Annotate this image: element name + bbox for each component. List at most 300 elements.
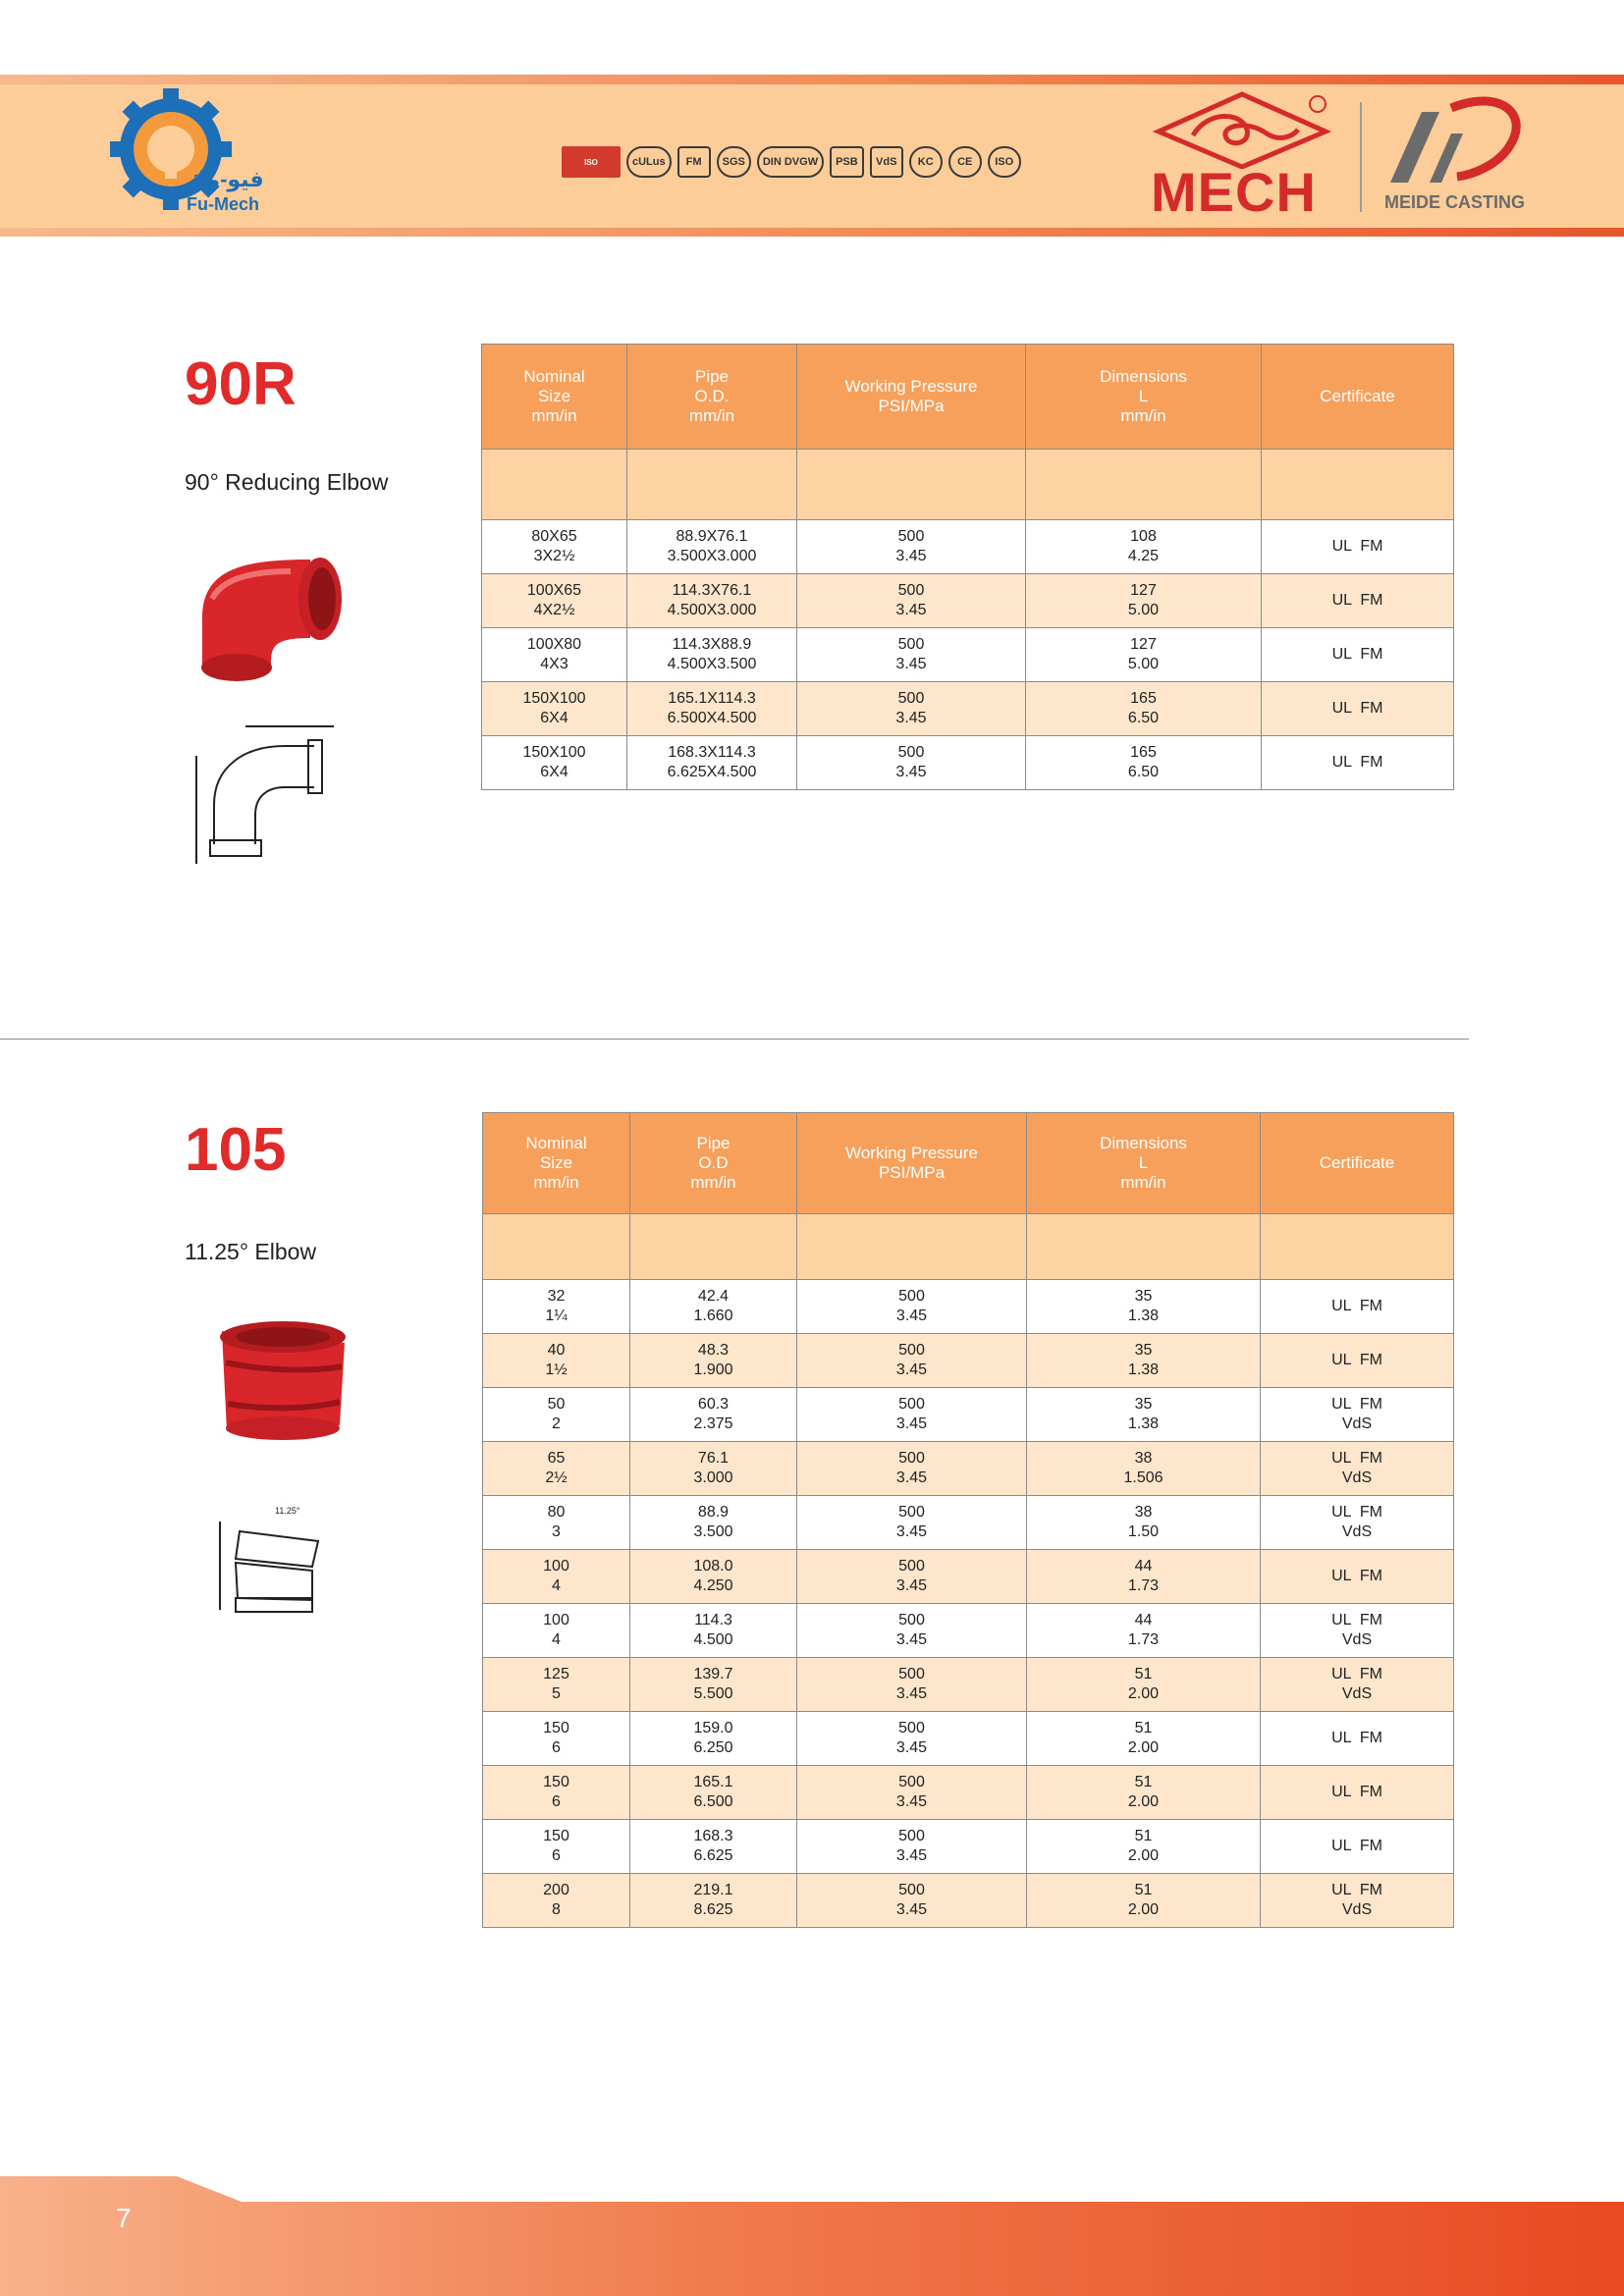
cell-line: 1.900 [693, 1362, 733, 1378]
cell-line: 500 [898, 1882, 925, 1898]
table-cell [482, 682, 627, 736]
cell-line: UL FM [1331, 646, 1383, 663]
blank-cell [797, 1214, 1027, 1280]
table-cell [1026, 682, 1262, 736]
cell-line: 114.3 [694, 1612, 732, 1629]
cell-line: 219.1 [693, 1882, 733, 1898]
cell-line: 8.625 [693, 1901, 733, 1918]
table-cell [797, 1604, 1027, 1658]
table-row [483, 1766, 1454, 1820]
table-cell [1261, 1334, 1454, 1388]
table-row [482, 682, 1454, 736]
table-cell [797, 1334, 1027, 1388]
cell-line: UL FM [1331, 592, 1383, 609]
table-cell [1261, 1388, 1454, 1442]
product-code-105: 105 [185, 1116, 287, 1184]
cell-line: 4.500 [693, 1631, 733, 1648]
cell-line: 1.38 [1127, 1308, 1160, 1324]
table-cell [630, 1604, 797, 1658]
cell-line: 4.500X3.000 [667, 602, 757, 618]
cell-line: 3.45 [895, 1308, 928, 1324]
reducing-elbow-photo [173, 530, 379, 687]
table-cell [797, 1766, 1027, 1820]
cell-line: 127 [1130, 636, 1157, 653]
cell-line: 500 [898, 1558, 925, 1575]
table-cell [1261, 1712, 1454, 1766]
table-row [483, 1280, 1454, 1334]
cell-line: 4X2½ [533, 602, 575, 618]
table-row [482, 574, 1454, 628]
cell-line: UL FM [1331, 1612, 1382, 1629]
cell-line: 100 [543, 1612, 569, 1629]
table-row [483, 1442, 1454, 1496]
cell-line: 80 [547, 1504, 566, 1521]
cell-line: 500 [897, 528, 925, 545]
table-row [482, 520, 1454, 574]
table-cell [797, 1442, 1027, 1496]
cell-line: 500 [898, 1720, 925, 1736]
cell-line: 3.45 [895, 602, 927, 618]
cell-line: 60.3 [697, 1396, 730, 1413]
cell-line: 150 [543, 1828, 569, 1844]
cell-line: 2.375 [693, 1415, 733, 1432]
table-cell [1027, 1334, 1261, 1388]
cert-logo-6: PSB [830, 146, 864, 178]
table-cell [1027, 1712, 1261, 1766]
cell-line: 2.00 [1127, 1793, 1160, 1810]
table-cell [483, 1496, 630, 1550]
spec-table-105 [482, 1112, 1454, 1928]
cell-line: 3.000 [693, 1469, 733, 1486]
cell-line: 100X65 [526, 582, 582, 599]
table-cell [483, 1334, 630, 1388]
table-row [483, 1550, 1454, 1604]
table-cell [630, 1334, 797, 1388]
table-cell [1027, 1604, 1261, 1658]
table-cell [1261, 1496, 1454, 1550]
table-body-105 [483, 1214, 1454, 1928]
cell-line: 3.45 [895, 1739, 928, 1756]
cell-line: 200 [543, 1882, 569, 1898]
cell-line: 6.50 [1127, 764, 1160, 780]
table-cell [1261, 1280, 1454, 1334]
table-cell [1261, 1442, 1454, 1496]
cell-line: 35 [1134, 1396, 1153, 1413]
meide-emblem-icon [1382, 94, 1530, 188]
cell-line: 3.45 [895, 548, 927, 564]
blank-cell [1026, 450, 1262, 520]
cell-line: UL FM [1331, 1666, 1382, 1682]
table-cell [1027, 1280, 1261, 1334]
cell-line: 32 [547, 1288, 566, 1305]
blank-cell [630, 1214, 797, 1280]
table-cell [627, 574, 797, 628]
cell-line: UL FM [1331, 1504, 1382, 1521]
table-cell [1262, 520, 1454, 574]
cell-line: 3.45 [895, 1469, 928, 1486]
cell-line: 6X4 [540, 764, 568, 780]
cell-line: 51 [1134, 1720, 1153, 1736]
cell-line: 159.0 [693, 1720, 733, 1736]
table-cell [1027, 1496, 1261, 1550]
footer-band [0, 2174, 1624, 2296]
cell-line: 150 [543, 1720, 569, 1736]
cell-line: 76.1 [697, 1450, 730, 1467]
table-cell [797, 1550, 1027, 1604]
table-cell [1262, 628, 1454, 682]
cell-line: 1.506 [1123, 1469, 1164, 1486]
table-cell [630, 1766, 797, 1820]
cell-line: 3.45 [895, 710, 927, 726]
cell-line: 500 [897, 690, 925, 707]
cell-line: 35 [1134, 1288, 1153, 1305]
table-cell [483, 1658, 630, 1712]
cell-line: VdS [1341, 1631, 1373, 1648]
table-cell [1261, 1550, 1454, 1604]
cell-line: VdS [1341, 1523, 1373, 1540]
cell-line: 3.45 [895, 1362, 928, 1378]
table-row [483, 1712, 1454, 1766]
mech-wordmark: MECH [1151, 161, 1317, 223]
table-row [483, 1874, 1454, 1928]
table-cell [630, 1820, 797, 1874]
table-cell [1262, 682, 1454, 736]
cell-line: 3.45 [895, 764, 927, 780]
cert-logo-2: cULus [626, 146, 672, 178]
cell-line: 500 [897, 744, 925, 761]
header-top-stripe [0, 75, 1624, 84]
cell-line: 4.500X3.500 [667, 656, 757, 672]
cell-line: 2 [552, 1415, 561, 1432]
cert-logo-7: VdS [870, 146, 903, 178]
table-cell [630, 1658, 797, 1712]
table-subheader-blank-row [483, 1214, 1454, 1280]
table-cell [1261, 1874, 1454, 1928]
table-cell [1026, 574, 1262, 628]
table-cell [797, 1388, 1027, 1442]
table-cell [1026, 520, 1262, 574]
cell-line: 38 [1134, 1504, 1153, 1521]
cell-line: VdS [1341, 1469, 1373, 1486]
cell-line: UL FM [1331, 1568, 1382, 1584]
drawing-angle-label: 11.25° [275, 1506, 300, 1516]
cell-line: 165.1X114.3 [668, 690, 756, 707]
table-row [483, 1334, 1454, 1388]
cell-line: 5.00 [1127, 602, 1160, 618]
cell-line: UL FM [1331, 1450, 1382, 1467]
cell-line: 500 [898, 1504, 925, 1521]
table-cell [1261, 1658, 1454, 1712]
table-cell [797, 574, 1026, 628]
table-cell [630, 1550, 797, 1604]
table-cell [797, 1712, 1027, 1766]
cell-line: 165.1 [693, 1774, 733, 1790]
cell-line: 3.45 [895, 1415, 928, 1432]
cell-line: 2.00 [1127, 1685, 1160, 1702]
table-header-row [482, 345, 1454, 450]
product-name-90r: 90° Reducing Elbow [185, 469, 389, 495]
table-cell [1027, 1874, 1261, 1928]
table-cell [482, 574, 627, 628]
cell-line: 165 [1130, 744, 1157, 761]
table-cell [1026, 736, 1262, 790]
table-cell [627, 736, 797, 790]
cert-logo-5: DIN DVGW [757, 146, 824, 178]
cert-logo-8: KC [909, 146, 943, 178]
cell-line: 5 [552, 1685, 561, 1702]
cell-line: 48.3 [697, 1342, 730, 1359]
table-cell [627, 520, 797, 574]
table-cell [1027, 1442, 1261, 1496]
cell-line: 500 [898, 1450, 925, 1467]
header-working-pressure: Working Pressure PSI/MPa [797, 345, 1026, 450]
cell-line: 500 [897, 582, 925, 599]
blank-cell [1261, 1214, 1454, 1280]
cell-line: UL FM [1331, 1784, 1382, 1800]
blank-cell [627, 450, 797, 520]
cell-line: 3.45 [895, 1901, 928, 1918]
table-cell [1027, 1550, 1261, 1604]
header-working-pressure: Working Pressure PSI/MPa [797, 1113, 1027, 1214]
cell-line: 51 [1134, 1828, 1153, 1844]
cell-line: 1¼ [545, 1308, 568, 1324]
cell-line: 6.500 [693, 1793, 733, 1810]
cell-line: 1.38 [1127, 1415, 1160, 1432]
cert-logo-9: CE [948, 146, 982, 178]
table-cell [627, 682, 797, 736]
blank-cell [1262, 450, 1454, 520]
table-cell [483, 1550, 630, 1604]
reducing-elbow-drawing [187, 717, 344, 874]
cell-line: 165 [1130, 690, 1157, 707]
cell-line: 5.00 [1127, 656, 1160, 672]
cell-line: 500 [898, 1612, 925, 1629]
cell-line: 1.73 [1127, 1577, 1160, 1594]
table-cell [797, 628, 1026, 682]
cell-line: VdS [1341, 1415, 1373, 1432]
cell-line: 3 [552, 1523, 561, 1540]
certification-logos [562, 137, 1021, 187]
cell-line: 150X100 [522, 690, 586, 707]
table-cell [482, 520, 627, 574]
table-cell [797, 682, 1026, 736]
cell-line: UL FM [1331, 1838, 1382, 1854]
table-row [482, 628, 1454, 682]
cell-line: 6 [552, 1793, 561, 1810]
cell-line: 44 [1134, 1612, 1153, 1629]
table-cell [482, 736, 627, 790]
cell-line: 150 [543, 1774, 569, 1790]
cell-line: 3.45 [895, 656, 927, 672]
cell-line: 6.500X4.500 [667, 710, 757, 726]
table-cell [1262, 736, 1454, 790]
cell-line: 500 [897, 636, 925, 653]
table-cell [483, 1442, 630, 1496]
cell-line: 51 [1134, 1666, 1153, 1682]
table-cell [483, 1820, 630, 1874]
table-header-row [483, 1113, 1454, 1214]
cell-line: 150X100 [522, 744, 586, 761]
cell-line: 80X65 [531, 528, 577, 545]
table-cell [630, 1712, 797, 1766]
cell-line: VdS [1341, 1901, 1373, 1918]
table-cell [797, 1820, 1027, 1874]
spec-table-90r [481, 344, 1454, 790]
header-certificate: Certificate [1262, 345, 1454, 450]
table-cell [1261, 1604, 1454, 1658]
cell-line: 1.50 [1127, 1523, 1160, 1540]
cell-line: 51 [1134, 1882, 1153, 1898]
header-dimensions: Dimensions L mm/in [1026, 345, 1262, 450]
cell-line: 1.660 [693, 1308, 733, 1324]
cell-line: 6.625X4.500 [667, 764, 757, 780]
cert-logo-1: ISO [562, 146, 621, 178]
cert-logo-4: SGS [717, 146, 751, 178]
cell-line: 114.3X88.9 [672, 636, 752, 653]
cell-line: UL FM [1331, 700, 1383, 717]
table-cell [483, 1874, 630, 1928]
fu-mech-arabic-name: فيو-مك [187, 167, 264, 191]
cell-line: 6.50 [1127, 710, 1160, 726]
cell-line: 51 [1134, 1774, 1153, 1790]
cell-line: 500 [898, 1774, 925, 1790]
table-cell [1261, 1766, 1454, 1820]
cell-line: 3.45 [895, 1793, 928, 1810]
table-cell [797, 520, 1026, 574]
cell-line: UL FM [1331, 1298, 1382, 1314]
cell-line: 1.73 [1127, 1631, 1160, 1648]
cell-line: 500 [898, 1396, 925, 1413]
table-cell [1027, 1820, 1261, 1874]
cell-line: 500 [898, 1666, 925, 1682]
cell-line: 6 [552, 1739, 561, 1756]
mech-emblem-icon [1149, 90, 1335, 169]
cell-line: 3.45 [895, 1685, 928, 1702]
cell-line: 2.00 [1127, 1739, 1160, 1756]
header-nominal-size: Nominal Size mm/in [483, 1113, 630, 1214]
table-cell [483, 1766, 630, 1820]
table-cell [1261, 1820, 1454, 1874]
table-cell [630, 1280, 797, 1334]
cell-line: 3.45 [895, 1631, 928, 1648]
cell-line: 127 [1130, 582, 1157, 599]
table-cell [1027, 1766, 1261, 1820]
cell-line: 1.38 [1127, 1362, 1160, 1378]
table-cell [630, 1874, 797, 1928]
cell-line: 38 [1134, 1450, 1153, 1467]
blank-cell [483, 1214, 630, 1280]
cell-line: 500 [898, 1828, 925, 1844]
table-cell [482, 628, 627, 682]
cell-line: 3.500 [693, 1523, 733, 1540]
cell-line: 6 [552, 1847, 561, 1864]
table-cell [630, 1496, 797, 1550]
header-bottom-stripe [0, 228, 1624, 237]
page-number: 7 [116, 2203, 132, 2233]
blank-cell [1027, 1214, 1261, 1280]
cell-line: 5.500 [693, 1685, 733, 1702]
cell-line: 114.3X76.1 [672, 582, 752, 599]
table-cell [797, 1658, 1027, 1712]
blank-cell [482, 450, 627, 520]
table-cell [483, 1604, 630, 1658]
header-nominal-size: Nominal Size mm/in [482, 345, 627, 450]
table-cell [797, 736, 1026, 790]
table-row [483, 1388, 1454, 1442]
table-cell [797, 1280, 1027, 1334]
cell-line: 3.45 [895, 1847, 928, 1864]
header-certificate: Certificate [1261, 1113, 1454, 1214]
table-cell [1026, 628, 1262, 682]
table-row [483, 1496, 1454, 1550]
product-name-105: 11.25° Elbow [185, 1239, 317, 1264]
table-cell [797, 1496, 1027, 1550]
cell-line: 35 [1134, 1342, 1153, 1359]
table-cell [627, 628, 797, 682]
cell-line: 4 [552, 1577, 561, 1594]
cell-line: 3.45 [895, 1523, 928, 1540]
cell-line: 108.0 [693, 1558, 733, 1575]
cell-line: 3X2½ [533, 548, 575, 564]
table-cell [1027, 1388, 1261, 1442]
cell-line: 88.9 [697, 1504, 730, 1521]
logo-divider [1360, 102, 1362, 212]
cell-line: 100 [543, 1558, 569, 1575]
table-cell [483, 1280, 630, 1334]
header-dimensions: Dimensions L mm/in [1027, 1113, 1261, 1214]
product-code-90r: 90R [185, 350, 297, 418]
cell-line: 1½ [545, 1362, 568, 1378]
blank-cell [797, 450, 1026, 520]
table-cell [630, 1388, 797, 1442]
cell-line: 4.25 [1127, 548, 1160, 564]
cell-line: 42.4 [697, 1288, 730, 1305]
cell-line: UL FM [1331, 1352, 1382, 1368]
cell-line: 2½ [545, 1469, 568, 1486]
cell-line: 2.00 [1127, 1901, 1160, 1918]
cell-line: 4X3 [540, 656, 568, 672]
table-row [482, 736, 1454, 790]
table-cell [1027, 1658, 1261, 1712]
header-pipe-od: Pipe O.D mm/in [630, 1113, 797, 1214]
cell-line: 88.9X76.1 [676, 528, 748, 545]
section-divider [0, 1039, 1469, 1040]
table-cell [797, 1874, 1027, 1928]
cell-line: 6X4 [540, 710, 568, 726]
cell-line: UL FM [1331, 538, 1383, 555]
cell-line: 3.45 [895, 1577, 928, 1594]
cell-line: 500 [898, 1288, 925, 1305]
cell-line: 125 [543, 1666, 569, 1682]
cell-line: UL FM [1331, 754, 1383, 771]
cell-line: 40 [547, 1342, 566, 1359]
cell-line: 3.500X3.000 [667, 548, 757, 564]
cell-line: 108 [1130, 528, 1157, 545]
cell-line: 4 [552, 1631, 561, 1648]
meide-wordmark: MEIDE CASTING [1384, 192, 1526, 212]
cell-line: UL FM [1331, 1730, 1382, 1746]
cell-line: 6.625 [693, 1847, 733, 1864]
cell-line: 44 [1134, 1558, 1153, 1575]
cell-line: 168.3X114.3 [668, 744, 756, 761]
cell-line: 8 [552, 1901, 561, 1918]
cell-line: 500 [898, 1342, 925, 1359]
cell-line: 2.00 [1127, 1847, 1160, 1864]
cell-line: 4.250 [693, 1577, 733, 1594]
table-row [483, 1604, 1454, 1658]
cell-line: UL FM [1331, 1396, 1382, 1413]
table-subheader-blank-row [482, 450, 1454, 520]
